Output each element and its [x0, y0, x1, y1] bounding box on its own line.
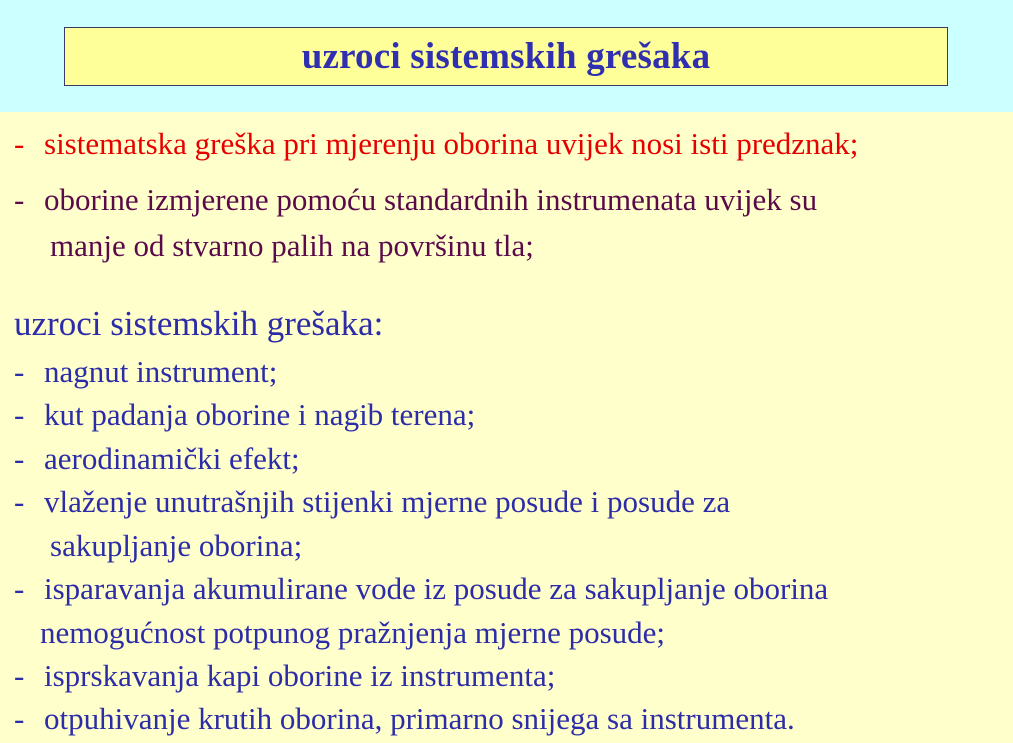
bullet-dash: - [14, 182, 25, 217]
cause-text-3: aerodinamički efekt; [44, 441, 300, 476]
bullet-dash: - [14, 441, 25, 476]
bullet-dash: - [14, 571, 25, 606]
cause-text-6: isprskavanja kapi oborine iz instrumenta; [44, 658, 556, 693]
cause-text-1: nagnut instrument; [44, 354, 278, 389]
cause-text-4b: sakupljanje oborina; [50, 528, 303, 563]
cause-text-2: kut padanja oborine i nagib terena; [44, 397, 476, 432]
bullet-dash: - [14, 126, 25, 161]
cause-text-7: otpuhivanje krutih oborina, primarno snijega sa instrumenta. [44, 701, 795, 736]
bullet-dash: - [14, 658, 25, 693]
cause-text-4a: vlaženje unutrašnjih stijenki mjerne posude i posude za [44, 484, 731, 519]
causes-heading: uzroci sistemskih grešaka: [14, 304, 384, 343]
cause-text-5b: nemogućnost potpunog pražnjenja mjerne posude; [40, 615, 666, 650]
cause-text-5a: isparavanja akumulirane vode iz posude za sakupljanje oborina [44, 571, 829, 606]
bullet-dash: - [14, 354, 25, 389]
intro-text-1: sistematska greška pri mjerenju oborina uvijek nosi isti predznak; [44, 126, 859, 161]
bullet-dash: - [14, 701, 25, 736]
intro-text-2a: oborine izmjerene pomoću standardnih instrumenata uvijek su [44, 182, 818, 217]
page-title: uzroci sistemskih grešaka [301, 36, 711, 77]
title-box [64, 27, 948, 86]
bullet-dash: - [14, 484, 25, 519]
intro-text-2b: manje od stvarno palih na površinu tla; [50, 228, 534, 263]
bullet-dash: - [14, 397, 25, 432]
